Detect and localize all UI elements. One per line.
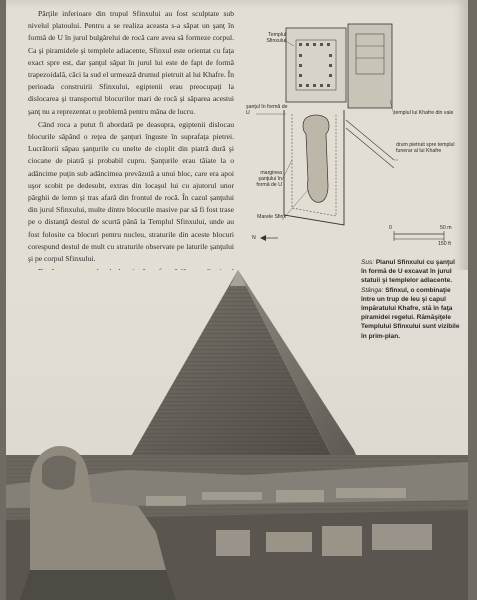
- caption-top-text: Planul Sfinxului cu şanţul în formă de U excavat în jurul statuii şi templelor adiacente.: [361, 259, 455, 285]
- label-sphinx-temple: Templul Sfinxului: [266, 32, 286, 45]
- great-sphinx-outline: [303, 115, 329, 202]
- label-scale-metres: 50 m: [440, 225, 452, 231]
- book-page: [6, 0, 468, 600]
- caption-top-label: Sus:: [361, 259, 375, 266]
- label-north: N: [252, 235, 256, 241]
- figure-caption: [361, 258, 461, 341]
- caption-left-label: Stânga:: [361, 286, 384, 294]
- valley-temple-outline: [348, 24, 392, 108]
- label-scale-feet: 150 ft: [438, 241, 451, 247]
- label-scale-zero: 0: [389, 225, 392, 231]
- label-u-trench: şanţul în formă de U: [246, 104, 288, 117]
- paragraph-1: Părţile inferioare din trupul Sfinxului au fost sculptate sub nivelul platoului. Pentru a se realiza aceasta s-a săpat un şanţ în formă de U în jurul bulgărelui de rocă care avea să formeze corpul. Ca şi piramidele şi templele adiacente, Sfinxul este orientat cu faţa exact spre est, dar şanţul săpat în jurul lui este de fapt de formă trapezoidală, căci la sud el urmează drumul pietruit al lui Khafre. În perioada construirii Sfinxului, egiptenii erau preocupaţi la dislocarea şi transportul blocurilor mari de rocă şi săparea acestui şanţ nu a reprezentat o problemă pentru mâna de lucru.: [28, 9, 234, 116]
- paragraph-2: Când roca a putut fi abordată pe deasupra, egiptenii dislocau blocurile săpând o reţea de şanţuri înguste în suprafaţa pietrei. Lucrătorii săpau şanţurile cu unelte de cioplit din piatră dură şi ciocane de piatră şi probabil cupru. Şanţurile erau tăiate la o adâncime puţin sub adâncimea prevăzută a unui bloc, care era apoi uşor scobit pe dedesubt, extras din locaşul lui cu ajutorul unor pârghii de lemn şi tras afară din frontul de rocă. În cazul şanţului din jurul Sfinxului, multe dintre blocurile masive par să fi fost trase pe o distanţă destul de scurtă până la Templul Sfinxului, unde au fost folosite ca blocuri pentru nucleu, straturile din aceste blocuri corespund destul de mult cu straturile observate pe laturile şanţului şi pe corpul Sfinxului.: [28, 119, 234, 264]
- sphinx-site-plan: [244, 10, 464, 250]
- sphinx-temple-outline: [286, 28, 346, 102]
- causeway-lines: [346, 120, 394, 168]
- label-great-sphinx: Marele Sfinx: [257, 214, 286, 220]
- caption-left-text: Sfinxul, o combinaţie între un trup de leu şi capul împăratului Khafre, stă în faţa piramidei regelui. Rămăşiţele Templului Sfinxului sunt vizibile în prim-plan.: [361, 286, 460, 340]
- label-valley-temple: templul lui Khafre din vale: [394, 110, 454, 116]
- label-causeway: drum pietruit spre templul funerar al lui Khafre: [396, 142, 455, 155]
- label-trench-margin: marginea şanţului în formă de U: [256, 170, 282, 189]
